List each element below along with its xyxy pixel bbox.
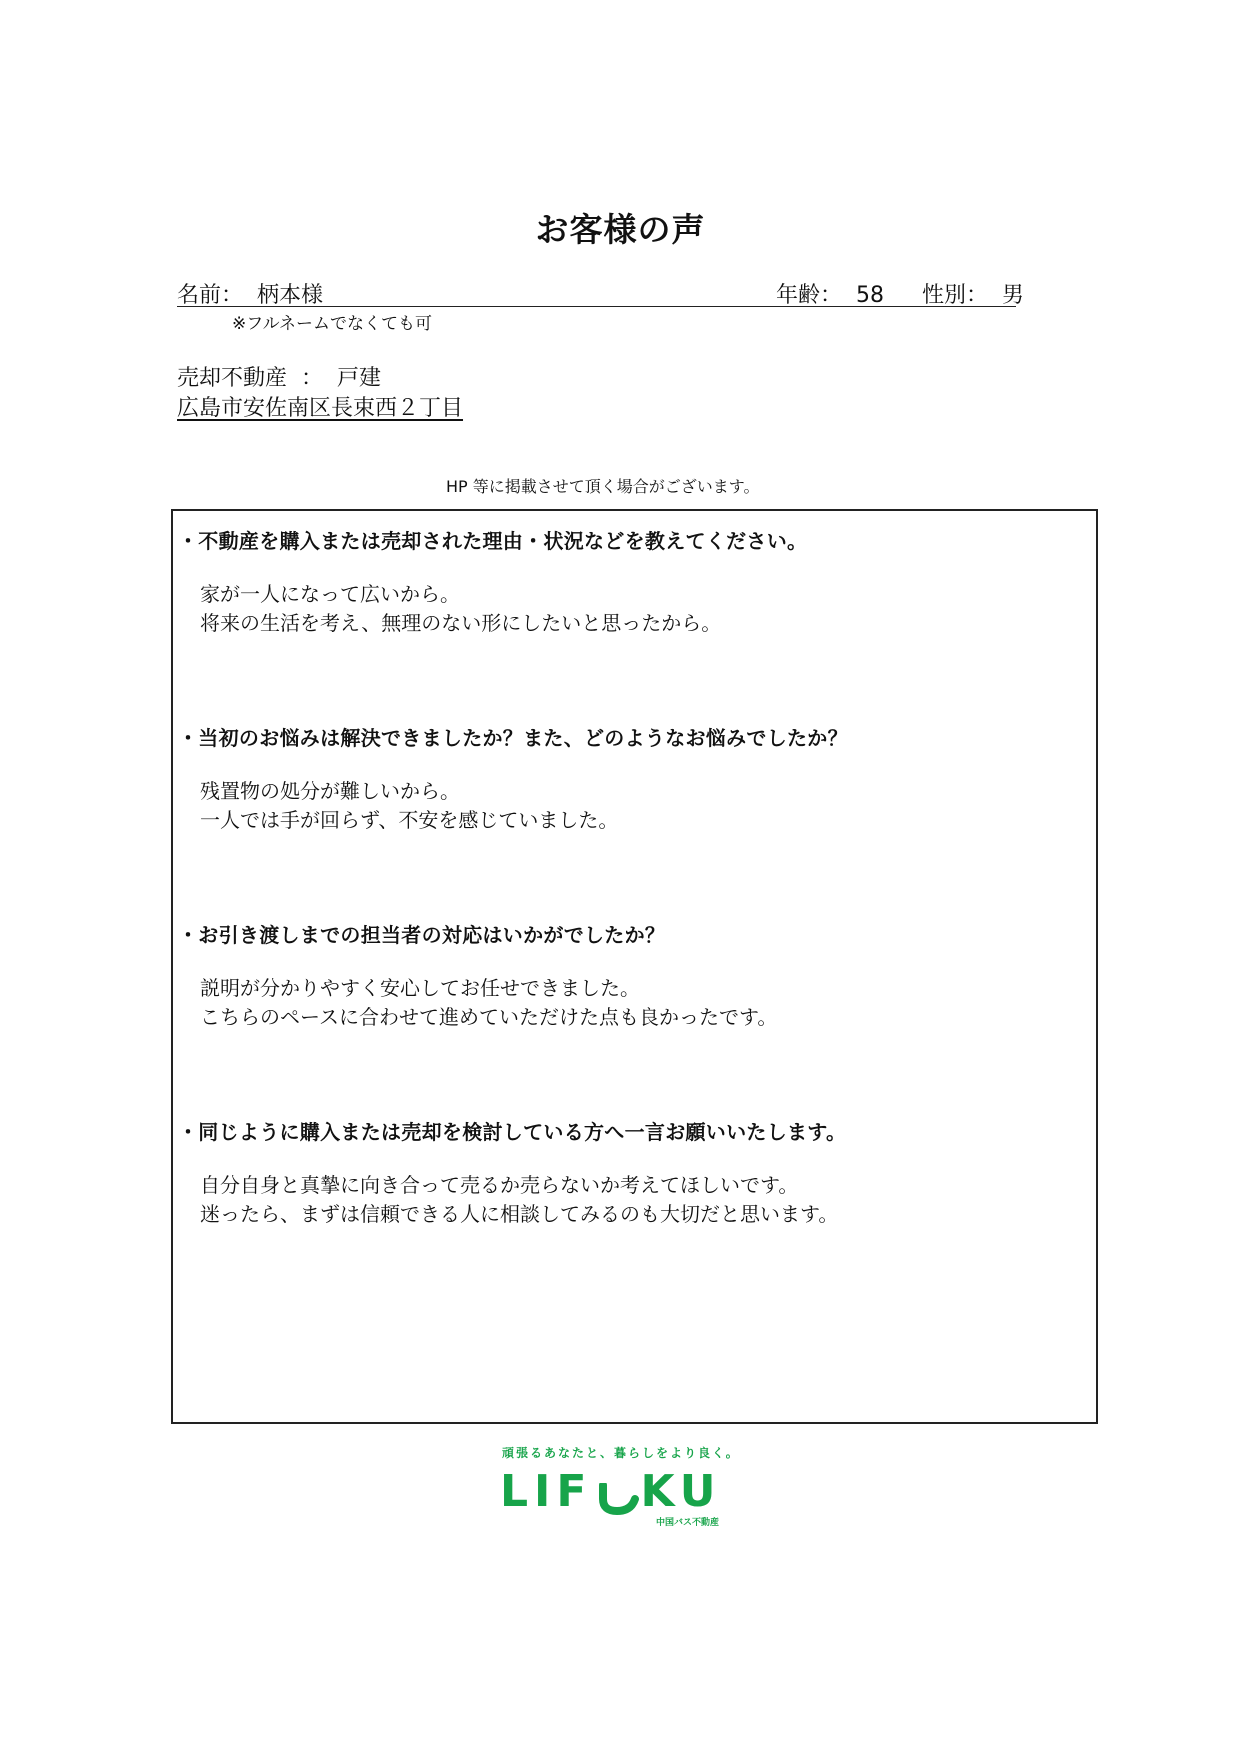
answer	[178, 974, 1088, 1032]
page-title: お客様の声	[535, 210, 706, 249]
company-name: 中国バス不動産	[656, 1518, 720, 1528]
question: ・当初のお悩みは解決できましたか？また、どのようなお悩みでしたか？	[178, 726, 848, 750]
hp-publication-note: HP 等に掲載させて頂く場合がございます。	[446, 477, 760, 496]
customer-name: 名前： 柄本様	[177, 283, 323, 308]
answer-line: 残置物の処分が難しいから。	[200, 779, 460, 803]
answer	[178, 1171, 1088, 1229]
answer-line: 家が一人になって広いから。	[200, 582, 460, 606]
answer-line: 自分自身と真摯に向き合って売るか売らないか考えてほしいです。	[200, 1173, 799, 1197]
customer-sex: 性別： 男	[922, 283, 1024, 308]
qa-item	[178, 525, 1088, 638]
qa-item	[178, 722, 1088, 835]
logo-text-right: KU	[640, 1466, 722, 1517]
qa-item	[178, 1116, 1088, 1229]
answer	[178, 777, 1088, 835]
property-address: 広島市安佐南区長束西２丁目	[177, 396, 464, 421]
smile-logo-icon	[597, 1483, 643, 1515]
logo-tagline: 頑張るあなたと、暮らしをより良く。	[502, 1446, 740, 1460]
question: ・お引き渡しまでの担当者の対応はいかがでしたか？	[178, 923, 666, 947]
customer-info-row	[177, 278, 1024, 308]
answer-line: 将来の生活を考え、無理のない形にしたいと思ったから。	[200, 611, 722, 635]
answer	[178, 580, 1088, 638]
property-type: 売却不動産 ： 戸建	[177, 366, 381, 391]
answer-line: 迷ったら、まずは信頼できる人に相談してみるのも大切だと思います。	[200, 1202, 839, 1226]
question: ・不動産を購入または売却された理由・状況などを教えてください。	[178, 529, 808, 553]
answer-line: 説明が分かりやすく安心してお任せできました。	[200, 976, 640, 1000]
customer-age: 年齢： 58	[776, 283, 884, 308]
name-note: ※フルネームでなくても可	[232, 314, 433, 334]
qa-box	[171, 509, 1098, 1424]
qa-item	[178, 919, 1088, 1032]
answer-line: こちらのペースに合わせて進めていただけた点も良かったです。	[200, 1005, 778, 1029]
question: ・同じように購入または売却を検討している方へ一言お願いいたします。	[178, 1120, 847, 1144]
footer-logo	[0, 1436, 1241, 1526]
answer-line: 一人では手が回らず、不安を感じていました。	[200, 808, 619, 832]
logo-text-left: LIF	[500, 1466, 593, 1517]
